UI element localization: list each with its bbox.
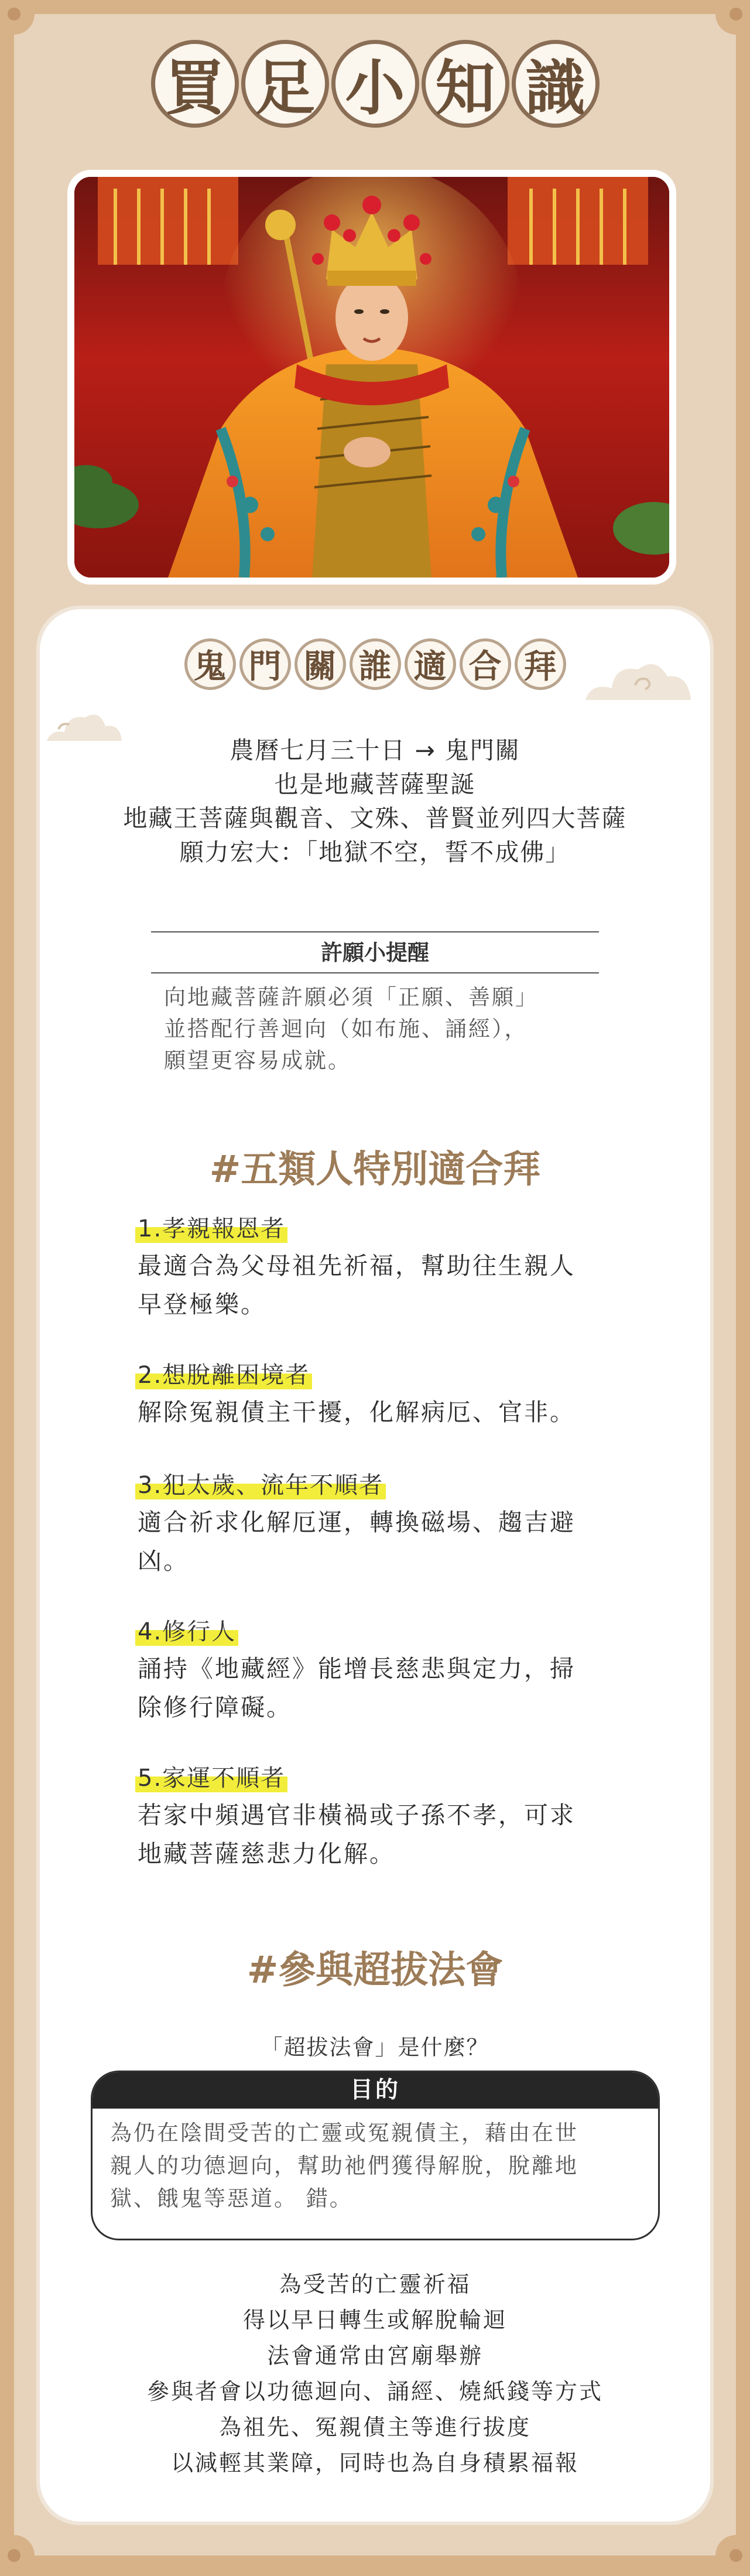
closing-line: 參與者會以功德迴向、誦經、燒紙錢等方式 (146, 2379, 603, 2404)
page-title (0, 40, 750, 128)
section-title-char: 拜 (515, 638, 566, 690)
reminder-line: 願望更容易成就。 (164, 1048, 351, 1073)
title-char: 小 (331, 40, 419, 128)
intro-line: 願力宏大：「地獄不空，誓不成佛」 (179, 838, 571, 866)
ritual-question: 「超拔法會」是什麼？ (261, 2035, 489, 2060)
closing-line: 以減輕其業障，同時也為自身積累福報 (170, 2450, 579, 2476)
intro-line: 也是地藏菩薩聖誕 (274, 770, 476, 798)
item-desc (138, 1796, 641, 1873)
item-desc-line: 適合祈求化解厄運，轉換磁場、趨吉避 (138, 1508, 576, 1536)
item-desc (138, 1503, 641, 1580)
section-title-char: 鬼 (184, 638, 236, 690)
item-title: 5.家運不順者 (135, 1761, 287, 1796)
reminder-body (164, 982, 609, 1077)
closing-line: 法會通常由宮廟舉辦 (266, 2343, 483, 2369)
item-desc-line: 早登極樂。 (138, 1290, 266, 1318)
item-title: 3.犯太歲、流年不順者 (135, 1468, 386, 1503)
list-item (138, 1211, 641, 1324)
title-char: 買 (151, 40, 239, 128)
five-types-heading: #五類人特別適合拜 (209, 1148, 541, 1191)
title-char: 知 (422, 40, 509, 128)
item-desc-line: 最適合為父母祖先祈福，幫助往生親人 (138, 1252, 576, 1280)
purpose-text (93, 2109, 658, 2215)
purpose-box (91, 2071, 660, 2240)
item-desc (138, 1393, 641, 1432)
closing-line: 得以早日轉生或解脫輪迴 (242, 2307, 507, 2333)
item-desc-line: 地藏菩薩慈悲力化解。 (138, 1840, 395, 1868)
list-item (138, 1358, 641, 1432)
closing-text (0, 2267, 750, 2481)
title-char: 足 (241, 40, 329, 128)
item-title: 2.想脫離困境者 (135, 1358, 312, 1393)
purpose-title: 目的 (93, 2072, 658, 2109)
closing-line: 為祖先、冤親債主等進行拔度 (218, 2414, 531, 2440)
ritual-heading: #參與超拔法會 (246, 1949, 504, 1992)
cloud-icon (580, 653, 697, 706)
item-desc-line: 解除冤親債主干擾，化解病厄、官非。 (138, 1398, 576, 1426)
closing-line: 為受苦的亡靈祈福 (279, 2271, 471, 2297)
list-item (138, 1614, 641, 1727)
section-title-char: 適 (405, 638, 456, 690)
reminder-title: 許願小提醒 (151, 931, 599, 973)
section-title-char: 關 (294, 638, 346, 690)
reminder-line: 並搭配行善迴向（如布施、誦經）， (164, 1016, 528, 1041)
purpose-line: 親人的功德迴向，幫助祂們獲得解脫，脫離地 (110, 2153, 578, 2178)
ksitigarbha-statue-photo (67, 170, 676, 585)
intro-text (0, 733, 750, 869)
list-item (138, 1761, 641, 1873)
item-desc-line: 除修行障礙。 (138, 1693, 292, 1721)
purpose-line: 獄、餓鬼等惡道。 錯。 (110, 2186, 353, 2211)
section-title-char: 門 (239, 638, 291, 690)
title-char: 識 (512, 40, 600, 128)
reminder-line: 向地藏菩薩許願必須「正願、善願」 (164, 985, 539, 1010)
item-title: 4.修行人 (135, 1614, 238, 1649)
item-desc-line: 凶。 (138, 1547, 189, 1575)
intro-line: 地藏王菩薩與觀音、文殊、普賢並列四大菩薩 (123, 804, 627, 832)
corner-ornament-bottom-right (715, 2535, 750, 2576)
item-title: 1.孝親報恩者 (135, 1211, 287, 1246)
section-title-char: 誰 (350, 638, 401, 690)
intro-line: 農曆七月三十日 → 鬼門關 (230, 736, 520, 764)
item-desc (138, 1649, 641, 1727)
item-desc (138, 1246, 641, 1324)
purpose-line: 為仍在陰間受苦的亡靈或冤親債主，藉由在世 (110, 2120, 578, 2145)
statue-illustration (74, 177, 669, 578)
item-desc-line: 誦持《地藏經》能增長慈悲與定力，掃 (138, 1655, 576, 1683)
item-desc-line: 若家中頻遇官非橫禍或子孫不孝，可求 (138, 1801, 576, 1829)
list-item (138, 1468, 641, 1580)
section-title-char: 合 (460, 638, 511, 690)
